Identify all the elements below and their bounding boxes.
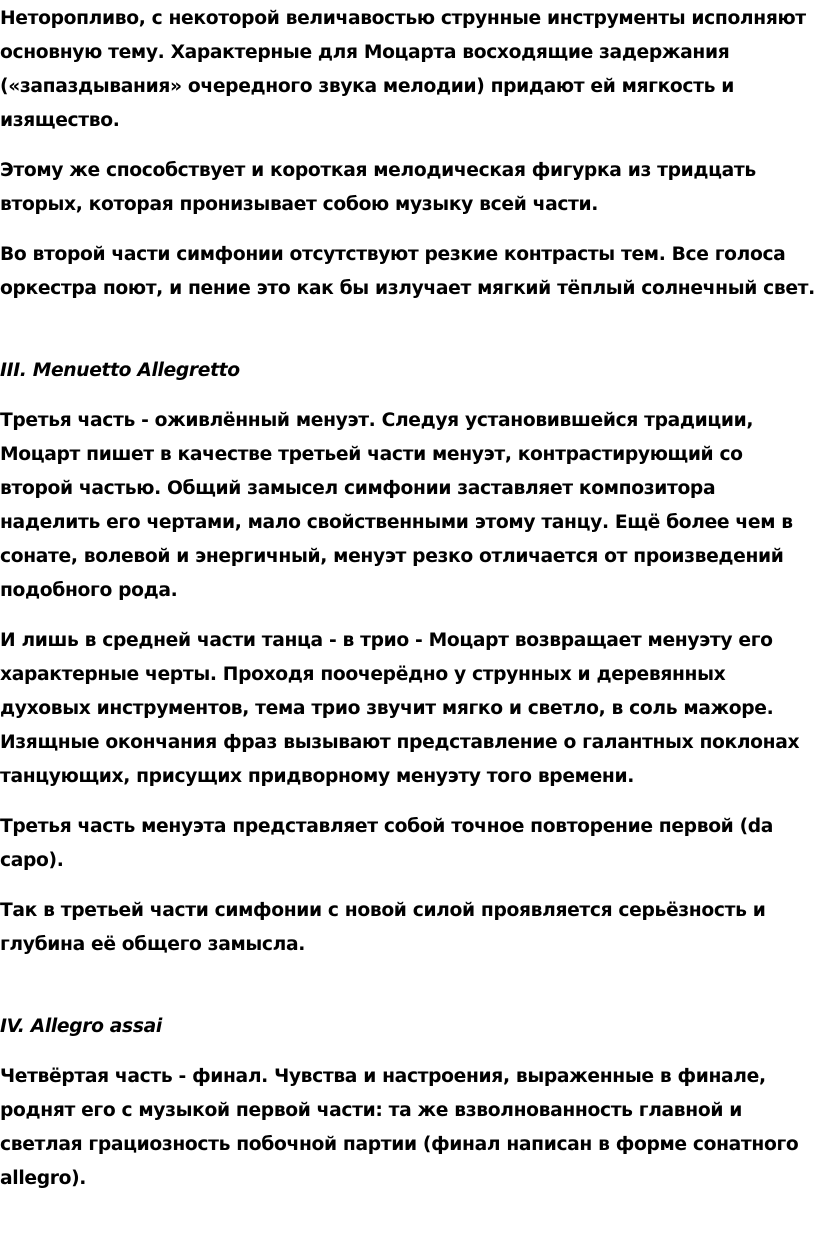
paragraph: Во второй части симфонии отсутствуют резкие контрасты тем. Все голоса оркестра поют, и пение это как бы излучает мягкий тёплый солнечный свет. xyxy=(0,244,815,299)
paragraph: Четвёртая часть - финал. Чувства и настроения, выраженные в финале, роднят его с музыкой первой части: та же взволнованность главной и светлая грациозность побочной партии (финал написан в форме сонатного allegro). xyxy=(0,1066,799,1189)
paragraph: Неторопливо, с некоторой величавостью струнные инструменты исполняют основную тему. Характерные для Моцарта восходящие задержания («запаздывания» очередного звука мелодии) придают ей мягкость и изящество. xyxy=(0,8,806,131)
paragraph: Так в третьей части симфонии с новой силой проявляется серьёзность и глубина её общего замысла. xyxy=(0,900,766,955)
paragraph: И лишь в средней части танца - в трио - Моцарт возвращает менуэту его характерные черты. Проходя поочерёдно у струнных и деревянных духовых инструментов, тема трио звучит мягко и светло, в соль мажоре. Изящные окончания фраз вызывают представление о галантных поклонах танцующих, присущих придворному менуэту того времени. xyxy=(0,630,800,787)
paragraph: Третья часть менуэта представляет собой точное повторение первой (da capo). xyxy=(0,816,774,871)
section-heading-part3: III. Menuetto Allegretto xyxy=(0,360,240,381)
paragraph: Этому же способствует и короткая мелодическая фигурка из тридцать вторых, которая пронизывает собою музыку всей части. xyxy=(0,160,756,215)
paragraph: Третья часть - оживлённый менуэт. Следуя установившейся традиции, Моцарт пишет в качестве третьей части менуэт, контрастирующий со второй частью. Общий замысел симфонии заставляет композитора наделить его чертами, мало свойственными этому танцу. Ещё более чем в сонате, волевой и энергичный, менуэт резко отличается от произведений подобного рода. xyxy=(0,410,793,601)
section-heading-part4: IV. Allegro assai xyxy=(0,1016,162,1037)
